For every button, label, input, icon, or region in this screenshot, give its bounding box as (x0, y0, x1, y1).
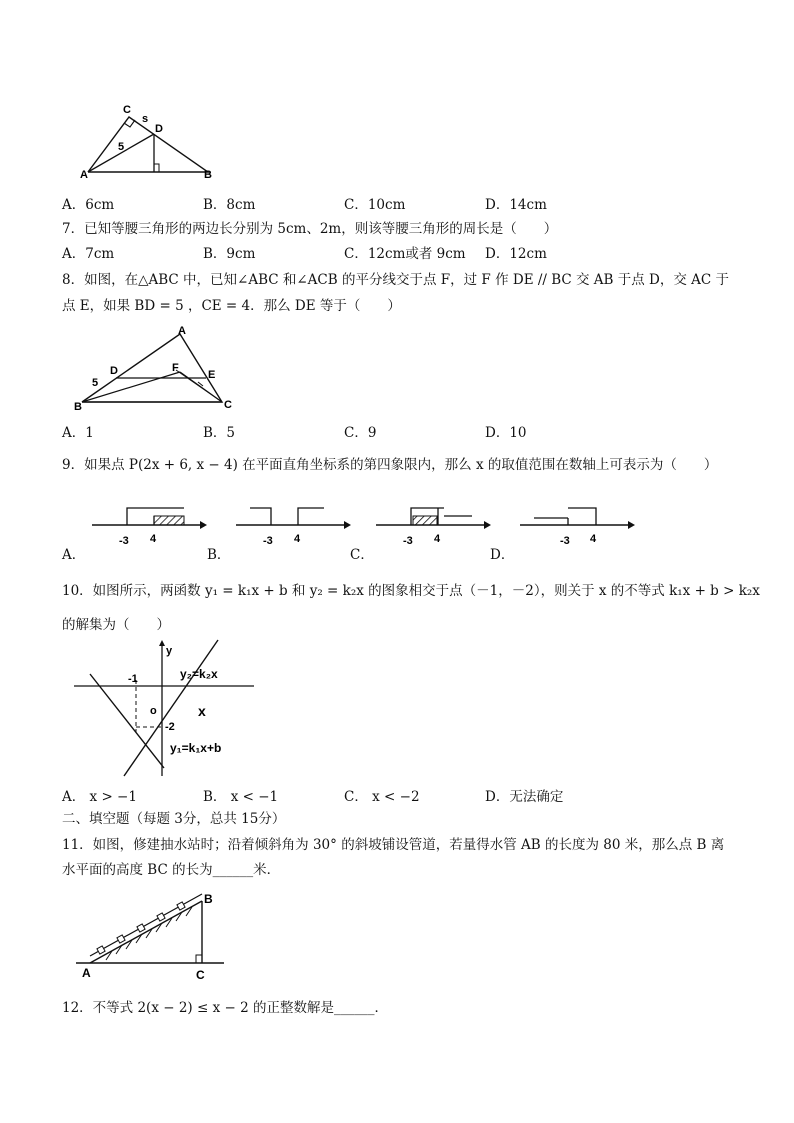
section2-heading: 二、填空题（每题 3分，总共 15分） (62, 811, 286, 827)
q8-label-five: 5 (92, 377, 99, 389)
q8-option-c[interactable]: C．9 (344, 425, 377, 441)
q9-c-tick-neg3: -3 (403, 535, 413, 547)
q6-options (62, 196, 742, 214)
q8-label-b: B (74, 401, 82, 413)
q8-options (62, 424, 742, 442)
q10-label-x: x (198, 703, 206, 719)
q8-label-a: A (178, 325, 186, 337)
q9-b-tick-neg3: -3 (263, 535, 273, 547)
q11-label-a: A (82, 966, 91, 980)
q11-stem-line1: 11．如图，修建抽水站时；沿着倾斜角为 30° 的斜坡铺设管道，若量得水管 AB 的长度为 80 米，那么点 B 离 (62, 837, 725, 853)
q11-stem-line2: 水平面的高度 BC 的长为______米． (62, 862, 281, 878)
q6-label-a: A (80, 169, 88, 181)
q8-option-d[interactable]: D．10 (485, 425, 527, 441)
q9-d-tick-neg3: -3 (560, 535, 570, 547)
q10-label-neg1: -1 (128, 673, 138, 685)
q8-stem-line1: 8．如图，在△ABC 中，已知∠ABC 和∠ACB 的平分线交于点 F，过 F 作 DE // BC 交 AB 于点 D，交 AC 于 (62, 272, 730, 288)
q8-option-b[interactable]: B．5 (203, 425, 236, 441)
q10-option-d[interactable]: D．无法确定 (485, 789, 564, 805)
q6-option-d[interactable]: D．14cm (485, 197, 547, 213)
q11-label-c: C (196, 968, 205, 982)
q6-label-c: C (123, 104, 131, 116)
q11-label-b: B (204, 892, 213, 906)
q8-figure (72, 326, 242, 414)
q7-stem: 7．已知等腰三角形的两边长分别为 5cm、2m，则该等腰三角形的周长是（ ） (62, 221, 558, 237)
q8-label-e: E (208, 369, 216, 381)
q10-option-b[interactable]: B． x < −1 (203, 789, 279, 805)
q6-label-five: 5 (118, 141, 125, 153)
q8-label-f: F (172, 362, 179, 374)
q9-d-tick-4: 4 (590, 533, 597, 545)
q6-label-d: D (155, 123, 163, 135)
q10-figure (74, 640, 254, 780)
q10-label-y: y (166, 645, 173, 657)
q10-label-y1: y₁=k₁x+b (170, 741, 222, 755)
q10-label-y2: y₂=k₂x (180, 667, 218, 681)
q9-stem: 9．如果点 P(2x + 6, x − 4) 在平面直角坐标系的第四象限内，那么 x 的取值范围在数轴上可表示为（ ） (62, 457, 718, 473)
q9-option-a-label[interactable]: A． (62, 547, 86, 563)
q7-option-a[interactable]: A．7cm (62, 246, 115, 262)
q6-option-c[interactable]: C．10cm (344, 197, 406, 213)
q7-option-b[interactable]: B．9cm (203, 246, 256, 262)
q6-figure (80, 100, 220, 180)
q11-figure (76, 893, 226, 983)
q9-a-tick-neg3: -3 (119, 535, 129, 547)
q10-option-c[interactable]: C． x < −2 (344, 789, 420, 805)
q9-numberline-c[interactable] (376, 500, 491, 550)
q7-option-d[interactable]: D．12cm (485, 246, 547, 262)
q6-label-s: s (142, 113, 149, 125)
q8-option-a[interactable]: A．1 (62, 425, 94, 441)
q6-option-a[interactable]: A．6cm (62, 197, 115, 213)
q8-stem-line2: 点 E，如果 BD = 5 ，CE = 4．那么 DE 等于（ ） (62, 298, 401, 314)
q9-numberline-a[interactable] (92, 500, 207, 550)
q9-b-tick-4: 4 (294, 533, 301, 545)
q7-options (62, 245, 742, 263)
q9-option-b-label[interactable]: B． (207, 547, 231, 563)
q10-options (62, 788, 742, 806)
q9-numberline-b[interactable] (236, 500, 351, 550)
q9-c-tick-4: 4 (434, 533, 441, 545)
q7-option-c[interactable]: C．12cm或者 9cm (344, 246, 466, 262)
q12-stem: 12．不等式 2(x − 2) ≤ x − 2 的正整数解是______． (62, 1000, 388, 1016)
q9-a-tick-4: 4 (150, 533, 157, 545)
q10-option-a[interactable]: A． x > −1 (62, 789, 137, 805)
q10-stem-line2: 的解集为（ ） (62, 617, 170, 633)
q8-label-c: C (224, 399, 232, 411)
q9-numberline-d[interactable] (520, 500, 635, 550)
q9-option-c-label[interactable]: C． (350, 547, 374, 563)
q10-label-o: o (150, 705, 157, 717)
q6-label-b: B (204, 169, 212, 181)
q10-stem-line1: 10．如图所示，两函数 y₁ = k₁x + b 和 y₂ = k₂x 的图象相交于点（－1，－2），则关于 x 的不等式 k₁x + b > k₂x (62, 583, 760, 599)
q6-option-b[interactable]: B．8cm (203, 197, 256, 213)
q8-label-d: D (110, 365, 118, 377)
q9-option-d-label[interactable]: D． (490, 547, 515, 563)
q10-label-neg2: -2 (165, 721, 175, 733)
